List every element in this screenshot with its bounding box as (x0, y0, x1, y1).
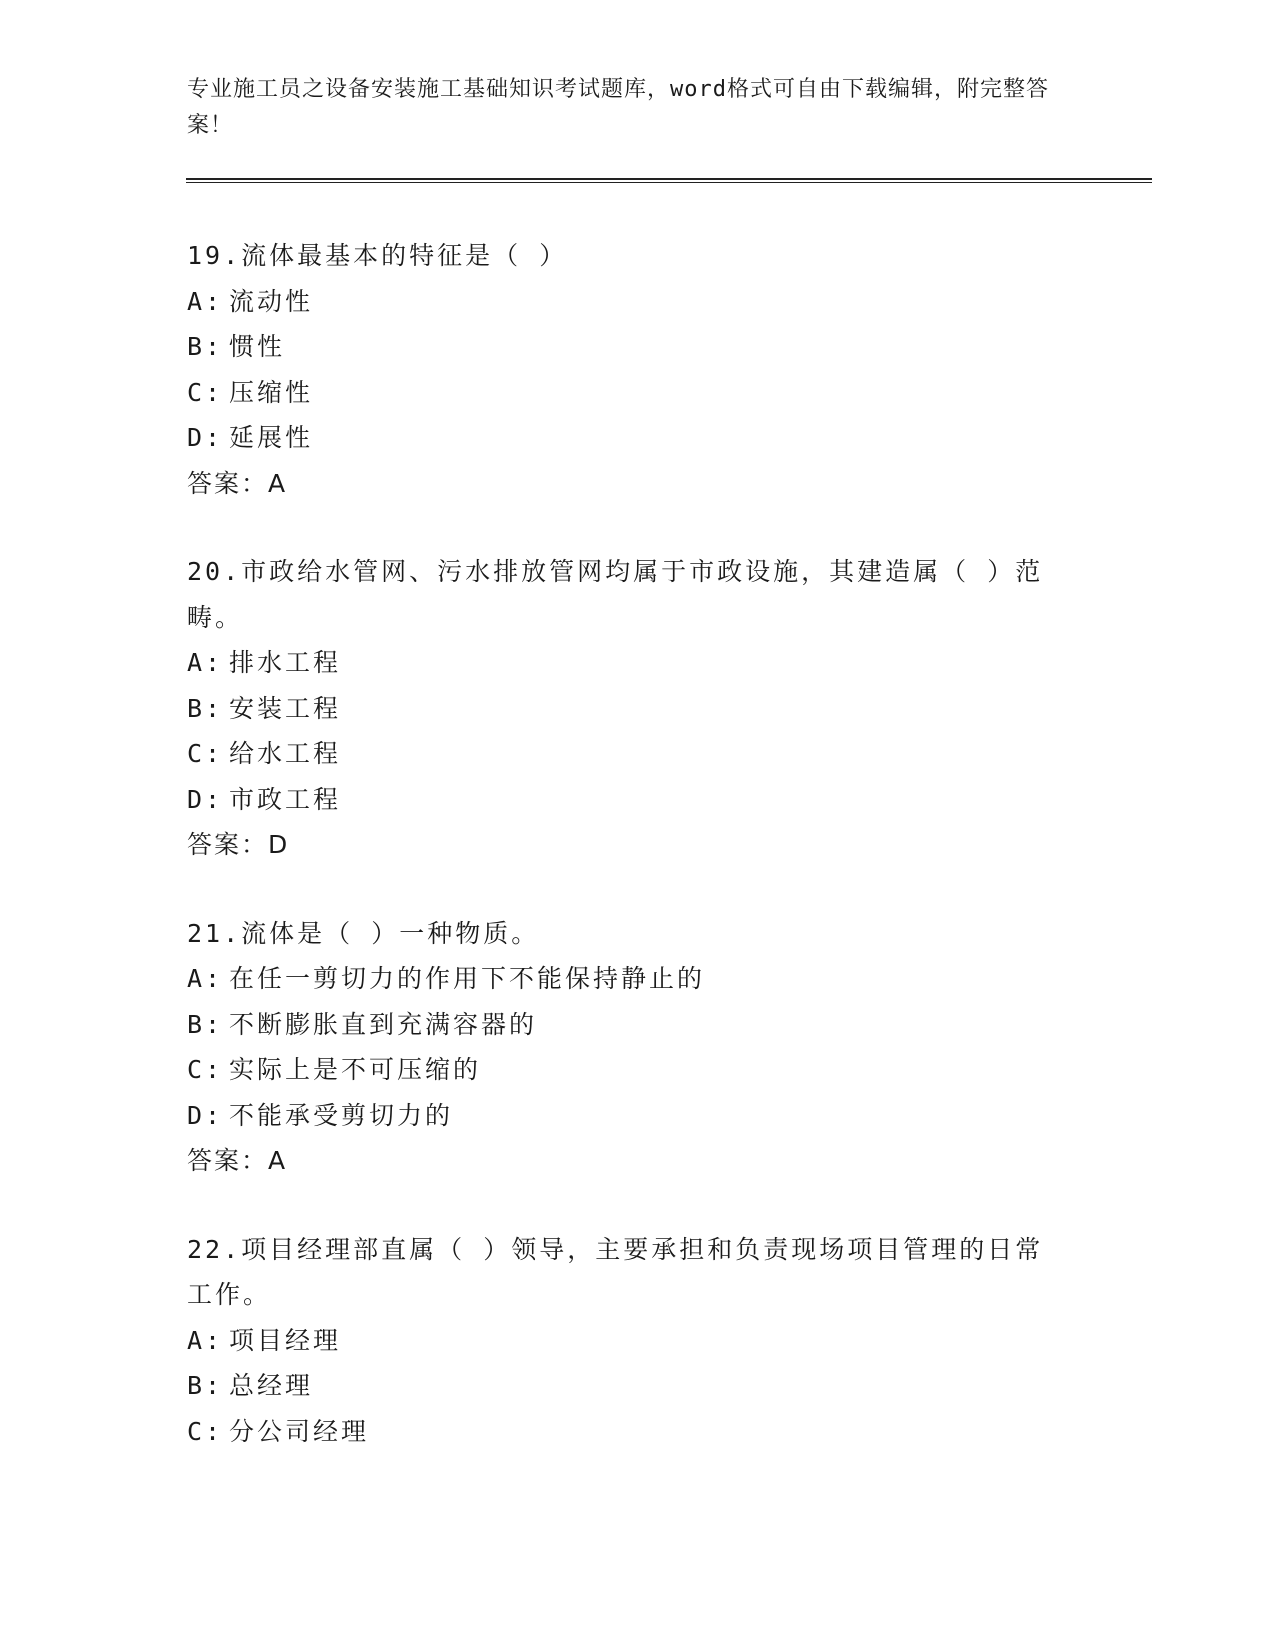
question-19 (187, 233, 1067, 506)
question-stem: 21.流体是（ ）一种物质。 (187, 918, 540, 948)
option-text: 惯性 (229, 332, 286, 361)
option-b (187, 1002, 1067, 1048)
question-stem: 22.项目经理部直属（ ）领导，主要承担和负责现场项目管理的日常工作。 (187, 1234, 1044, 1309)
option-c (187, 1409, 1067, 1455)
option-letter: B: (187, 1371, 224, 1400)
question-stem: 19.流体最基本的特征是（ ） (187, 241, 568, 270)
option-text: 市政工程 (229, 784, 342, 814)
option-a (187, 956, 1067, 1002)
option-letter: A: (187, 286, 224, 316)
option-text: 分公司经理 (229, 1416, 370, 1446)
option-c (187, 731, 1067, 777)
option-text: 不能承受剪切力的 (229, 1100, 454, 1130)
option-text: 排水工程 (229, 648, 342, 677)
option-c (187, 370, 1067, 416)
answer-line: 答案：A (187, 468, 288, 498)
option-letter: C: (187, 377, 224, 407)
question-list (187, 233, 1067, 1497)
question-stem: 20.市政给水管网、污水排放管网均属于市政设施，其建造属（ ）范畴。 (187, 557, 1044, 632)
document-header: 专业施工员之设备安装施工基础知识考试题库，word格式可自由下载编辑，附完整答案！ (187, 77, 1049, 138)
question-20 (187, 549, 1067, 868)
option-b (187, 1363, 1067, 1409)
option-d (187, 415, 1067, 461)
option-letter: B: (187, 693, 224, 723)
option-letter: A: (187, 648, 224, 677)
question-21 (187, 911, 1067, 1184)
option-letter: B: (187, 332, 224, 361)
option-letter: A: (187, 1325, 224, 1355)
answer-line: 答案：A (187, 1146, 288, 1175)
option-c (187, 1047, 1067, 1093)
option-a (187, 640, 1067, 686)
answer-line: 答案：D (187, 830, 290, 859)
option-a (187, 1318, 1067, 1364)
option-letter: C: (187, 1416, 224, 1446)
option-letter: A: (187, 964, 224, 993)
option-text: 安装工程 (229, 693, 342, 723)
option-d (187, 1093, 1067, 1139)
option-letter: B: (187, 1009, 224, 1039)
option-a (187, 279, 1067, 325)
option-text: 不断膨胀直到充满容器的 (229, 1009, 538, 1039)
option-letter: C: (187, 739, 224, 768)
option-text: 实际上是不可压缩的 (229, 1055, 482, 1084)
option-letter: D: (187, 1100, 224, 1130)
option-text: 延展性 (229, 423, 314, 452)
option-text: 总经理 (229, 1371, 314, 1400)
option-letter: D: (187, 784, 224, 814)
option-d (187, 777, 1067, 823)
option-letter: C: (187, 1055, 224, 1084)
question-22 (187, 1227, 1067, 1455)
option-text: 给水工程 (229, 739, 342, 768)
option-b (187, 686, 1067, 732)
option-text: 在任一剪切力的作用下不能保持静止的 (229, 964, 706, 993)
option-text: 压缩性 (229, 377, 314, 407)
option-text: 项目经理 (229, 1325, 342, 1355)
option-text: 流动性 (229, 286, 314, 316)
option-letter: D: (187, 423, 224, 452)
header-divider (186, 178, 1152, 183)
option-b (187, 324, 1067, 370)
